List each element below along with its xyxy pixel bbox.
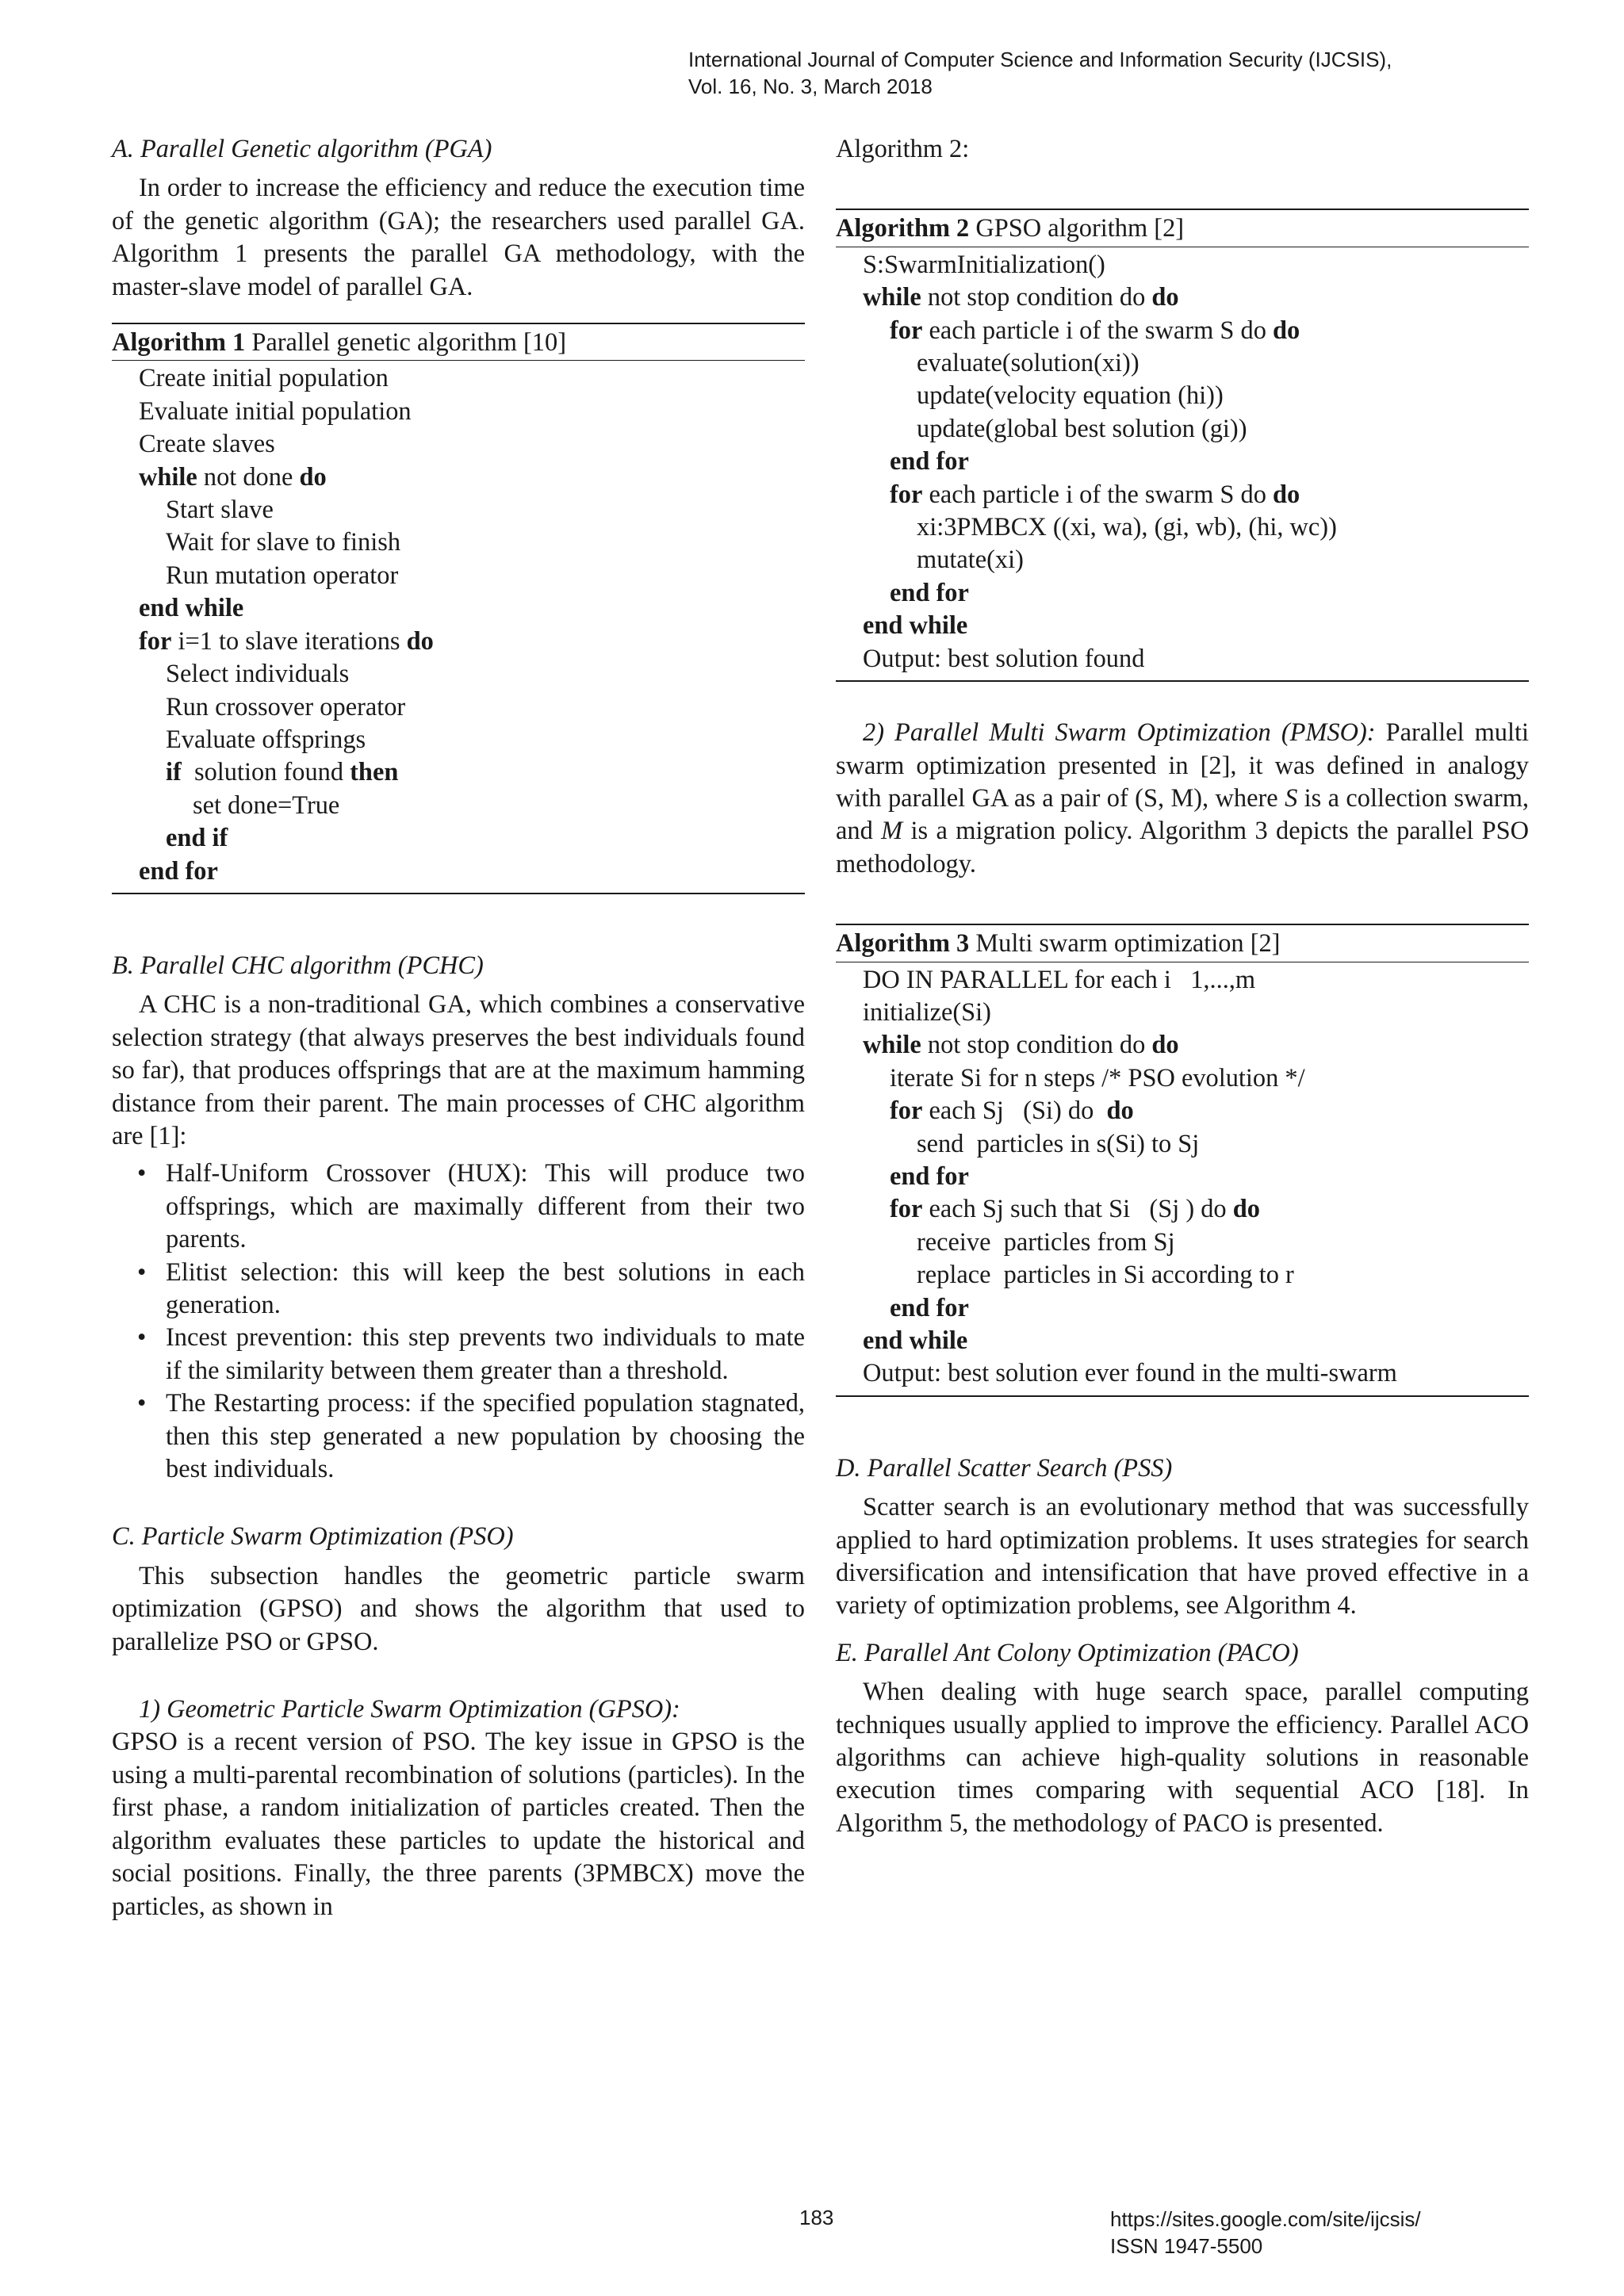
algo-text: not stop condition do (921, 1031, 1152, 1060)
keyword: do (406, 626, 434, 656)
algo-line (836, 446, 1529, 478)
keyword: end for (890, 578, 969, 607)
section-a-title: A. Parallel Genetic algorithm (PGA) (112, 135, 492, 163)
algorithm-2-label: Algorithm 2 (836, 214, 970, 243)
algorithm-3-caption (836, 924, 1529, 962)
footer-info (1110, 2206, 1421, 2260)
algorithm-2-title: GPSO algorithm [2] (969, 214, 1185, 243)
subsection-2-paragraph (836, 717, 1529, 881)
subsection-1-title: 1) Geometric Particle Swarm Optimization (GPSO): (139, 1695, 680, 1724)
keyword: while (863, 283, 921, 312)
algo-line (836, 1095, 1529, 1127)
algorithm-3-body (836, 962, 1529, 1397)
algo-line (836, 315, 1529, 347)
keyword: do (1151, 283, 1179, 312)
algo-line: iterate Si for n steps /* PSO evolution */ (890, 1063, 1305, 1093)
algo-text: i=1 to slave iterations (171, 626, 407, 656)
algo-line: mutate(xi) (917, 545, 1024, 575)
algo-line: Output: best solution ever found in the multi-swarm (863, 1359, 1397, 1388)
keyword: do (1272, 316, 1300, 345)
keyword: while (863, 1031, 921, 1060)
algo-line: Create slaves (139, 430, 275, 459)
algorithm-3-label: Algorithm 3 (836, 929, 970, 959)
keyword: do (1106, 1096, 1134, 1126)
algo-text: each particle i of the swarm S do (922, 480, 1273, 509)
algo-line: S:SwarmInitialization() (863, 250, 1105, 279)
algo-line: Select individuals (166, 660, 350, 689)
section-e-title: E. Parallel Ant Colony Optimization (PACO) (836, 1638, 1299, 1667)
section-e-paragraph: When dealing with huge search space, parallel computing techniques usually applied to improve the efficiency. Parallel ACO algorithms can achieve high-quality solutions in reasonable execution times comparing with sequential ACO [18]. In Algorithm 5, the methodology of PACO is presented. (836, 1678, 1529, 1838)
algorithm-3 (836, 924, 1529, 1397)
algo-line: Wait for slave to finish (166, 528, 401, 557)
algo-line (112, 626, 805, 658)
right-column (836, 133, 1529, 1840)
subsection-2-text: is a collection swarm, and (836, 783, 1529, 846)
algo-line: send particles in s(Si) to Sj (917, 1129, 1200, 1158)
keyword: end while (139, 594, 244, 623)
algorithm-1-title: Parallel genetic algorithm [10] (245, 328, 566, 358)
algorithm-3-title: Multi swarm optimization [2] (969, 929, 1281, 959)
algo-line (836, 1325, 1529, 1357)
algo-line: evaluate(solution(xi)) (917, 349, 1139, 378)
algo-line (836, 281, 1529, 314)
keyword: for (890, 480, 923, 509)
algo-line: receive particles from Sj (917, 1227, 1175, 1257)
keyword: then (350, 758, 399, 787)
keyword: do (1151, 1031, 1179, 1060)
chc-process-list (112, 1158, 805, 1486)
header-volume-line: Vol. 16, No. 3, March 2018 (688, 75, 933, 98)
section-b-title: B. Parallel CHC algorithm (PCHC) (112, 951, 484, 980)
algo-line (836, 479, 1529, 511)
section-d-paragraph: Scatter search is an evolutionary method that was successfully applied to hard optimization problems. It uses strategies for search diversification and intensification that have proved effective in a variety of optimization problems, see Algorithm 4. (836, 1493, 1529, 1621)
keyword: end for (890, 1161, 969, 1191)
algo-line: DO IN PARALLEL for each i 1,...,m (863, 965, 1256, 994)
subsection-1-paragraph: GPSO is a recent version of PSO. The key issue in GPSO is the using a multi-parental recombination of solutions (particles). In the first phase, a random initialization of particles created. Then the algorithm evaluates these particles to update the historical and social positions. Finally, the three parents (3PMBCX) move the particles, as shown in (112, 1728, 805, 1921)
keyword: end if (166, 824, 228, 853)
algo-line (112, 461, 805, 494)
algo-line: Run crossover operator (166, 692, 406, 721)
algo-line (112, 592, 805, 625)
left-column (112, 133, 805, 1923)
algo-line (836, 1161, 1529, 1193)
subsection-2-title: 2) Parallel Multi Swarm Optimization (PMSO): (863, 718, 1376, 748)
keyword: end for (890, 1293, 969, 1322)
algo-line: xi:3PMBCX ((xi, wa), (gi, wb), (hi, wc)) (917, 513, 1337, 542)
algo-line (836, 577, 1529, 610)
section-d-title: D. Parallel Scatter Search (PSS) (836, 1453, 1173, 1483)
section-b-paragraph: A CHC is a non-traditional GA, which combines a conservative selection strategy (that always preserves the best individuals found so far), that produces offsprings that are at the maximum hamming distance from their parent. The main processes of CHC algorithm are [1]: (112, 990, 805, 1150)
algo-text: solution found (181, 758, 350, 787)
header-journal-line: International Journal of Computer Science and Information Security (IJCSIS), (688, 48, 1392, 71)
list-item: • Elitist selection: this will keep the best solutions in each generation. (166, 1257, 805, 1322)
algo-text: not done (197, 462, 300, 492)
algo-line: initialize(Si) (863, 997, 991, 1027)
keyword: end while (863, 1326, 968, 1355)
subsection-1 (112, 1693, 805, 1726)
list-item: • Incest prevention: this step prevents two individuals to mate if the similarity between them greater than a threshold. (166, 1322, 805, 1387)
algo-line: update(velocity equation (hi)) (917, 381, 1224, 411)
algo-line (112, 822, 805, 855)
symbol-s: S (1285, 783, 1298, 813)
algorithm-1-caption (112, 323, 805, 361)
algo-text: each Sj (Si) do (922, 1096, 1107, 1126)
section-a-paragraph: In order to increase the efficiency and reduce the execution time of the genetic algorithm (GA); the researchers used parallel GA. Algorithm 1 presents the parallel GA methodology, with the master-slave model of parallel GA. (112, 174, 805, 301)
section-c-title: C. Particle Swarm Optimization (PSO) (112, 1522, 514, 1552)
keyword: do (299, 462, 327, 492)
journal-header (688, 46, 1392, 100)
algorithm-2 (836, 209, 1529, 682)
algo-line: replace particles in Si according to r (917, 1261, 1294, 1290)
algo-text: not stop condition do (921, 283, 1152, 312)
keyword: end for (139, 856, 218, 886)
keyword: end for (890, 447, 969, 476)
keyword: for (890, 1195, 923, 1224)
keyword: for (890, 1096, 923, 1126)
algo-line: Create initial population (139, 364, 389, 393)
page-number: 183 (799, 2206, 834, 2229)
keyword: do (1232, 1195, 1260, 1224)
list-item: • The Restarting process: if the specified population stagnated, then this step generated a new population by choosing the best individuals. (166, 1387, 805, 1486)
algo-line (836, 1029, 1529, 1062)
symbol-m: M (881, 817, 903, 846)
journal-url: https://sites.google.com/site/ijcsis/ (1110, 2207, 1421, 2231)
algo-line: Start slave (166, 496, 274, 525)
algo-line (836, 1193, 1529, 1226)
subsection-2-text: is a migration policy. Algorithm 3 depicts the parallel PSO methodology. (836, 817, 1530, 878)
keyword: while (139, 462, 197, 492)
algo-text: each particle i of the swarm S do (922, 316, 1273, 345)
keyword: if (166, 758, 182, 787)
algo-line: Evaluate initial population (139, 396, 412, 426)
algo-line: update(global best solution (gi)) (917, 414, 1247, 443)
keyword: for (890, 316, 923, 345)
algo-line: Run mutation operator (166, 561, 399, 590)
keyword: do (1272, 480, 1300, 509)
algorithm-1 (112, 323, 805, 894)
algo-line: set done=True (193, 790, 340, 820)
section-c-paragraph: This subsection handles the geometric particle swarm optimization (GPSO) and shows the algorithm that used to parallelize PSO or GPSO. (112, 1561, 805, 1656)
keyword: for (139, 626, 172, 656)
algo-line: Output: best solution found (863, 644, 1145, 673)
list-item: • Half-Uniform Crossover (HUX): This will produce two offsprings, which are maximally different from their two parents. (166, 1158, 805, 1256)
algo-line: Evaluate offsprings (166, 725, 366, 754)
subsection-2-text: Parallel multi swarm optimization presented in [2], it was defined in analogy with parallel GA as a pair of (S, M), where (836, 718, 1530, 813)
algorithm-1-label: Algorithm 1 (112, 328, 246, 358)
algo-line (112, 756, 805, 789)
algorithm-1-body (112, 361, 805, 894)
issn: ISSN 1947-5500 (1110, 2234, 1263, 2258)
algorithm-2-body (836, 247, 1529, 682)
algo-line (112, 855, 805, 888)
algo-line (836, 610, 1529, 642)
algo-line (836, 1292, 1529, 1325)
keyword: end while (863, 611, 968, 641)
algo-text: each Sj such that Si (Sj ) do (922, 1195, 1233, 1224)
algorithm-2-caption (836, 209, 1529, 247)
algorithm-2-intro: Algorithm 2: (836, 135, 970, 163)
